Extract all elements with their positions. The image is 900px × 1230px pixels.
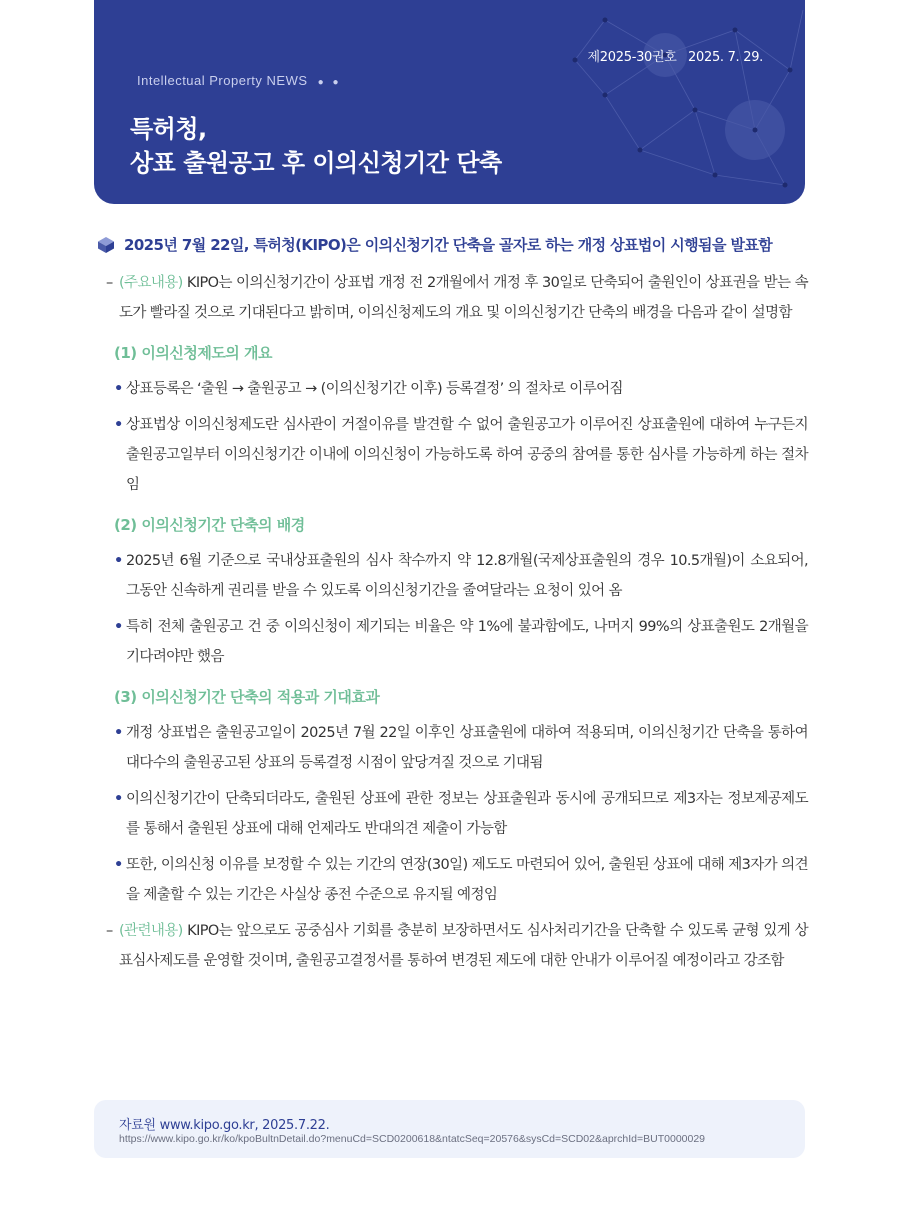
bullet-mark: • <box>114 553 123 569</box>
list-item <box>96 410 808 500</box>
summary-text: KIPO는 이의신청기간이 상표법 개정 전 2개월에서 개정 후 30일로 단축되어 출원인이 상표권을 받는 속도가 빨라질 것으로 기대된다고 밝히며, 이의신청제도의 개요 및 이의신청기간 단축의 배경을 다음과 같이 설명함 <box>119 275 808 321</box>
issue-number-date: 제2025-30권호 2025. 7. 29. <box>587 50 763 65</box>
related-paragraph <box>96 916 808 976</box>
list-item-text: 이의신청기간이 단축되더라도, 출원된 상표에 관한 정보는 상표출원과 동시에 공개되므로 제3자는 정보제공제도를 통해서 출원된 상표에 대해 언제라도 반대의견 제출이 가능함 <box>126 791 808 837</box>
header-banner <box>94 0 805 204</box>
list-item <box>96 612 808 672</box>
section-heading-3: (3) 이의신청기간 단축의 적용과 기대효과 <box>114 688 380 706</box>
list-item-text: 특히 전체 출원공고 건 중 이의신청이 제기되는 비율은 약 1%에 불과함에도, 나머지 99%의 상표출원도 2개월을 기다려야만 했음 <box>126 619 808 665</box>
lead-text: 2025년 7월 22일, 특허청(KIPO)은 이의신청기간 단축을 골자로 하는 개정 상표법이 시행됨을 발표함 <box>124 236 773 254</box>
list-item <box>96 718 808 778</box>
network-pattern-decoration <box>545 0 805 204</box>
title-line-2: 상표 출원공고 후 이의신청기간 단축 <box>130 149 502 177</box>
source-label: 자료원 www.kipo.go.kr, 2025.7.22. <box>119 1118 330 1133</box>
news-label-text: Intellectual Property NEWS <box>137 73 308 88</box>
list-item-text: 개정 상표법은 출원공고일이 2025년 7월 22일 이후인 상표출원에 대하여 적용되며, 이의신청기간 단축을 통하여 대다수의 출원공고된 상표의 등록결정 시점이 앞당겨질 것으로 기대됨 <box>126 725 808 771</box>
dash-mark: – <box>106 275 113 291</box>
list-item-text: 상표법상 이의신청제도란 심사관이 거절이유를 발견할 수 없어 출원공고가 이루어진 상표출원에 대하여 누구든지 출원공고일부터 이의신청기간 이내에 이의신청이 가능하도록 하여 공중의 참여를 통한 심사를 가능하게 하는 절차임 <box>126 417 808 493</box>
related-text: KIPO는 앞으로도 공중심사 기회를 충분히 보장하면서도 심사처리기간을 단축할 수 있도록 균형 있게 상표심사제도를 운영할 것이며, 출원공고결정서를 통하여 변경된 제도에 대한 안내가 이루어질 예정이라고 강조함 <box>119 923 808 969</box>
lead-summary <box>96 234 808 255</box>
news-label <box>137 73 342 88</box>
list-item <box>96 850 808 910</box>
bullet-mark: • <box>114 857 123 873</box>
diamond-icon <box>96 235 116 255</box>
bullet-mark: • <box>114 725 123 741</box>
section-heading-2: (2) 이의신청기간 단축의 배경 <box>114 516 305 534</box>
list-item-text: 상표등록은 ‘출원 → 출원공고 → (이의신청기간 이후) 등록결정’ 의 절차로 이루어짐 <box>126 381 623 397</box>
section-heading-1: (1) 이의신청제도의 개요 <box>114 344 273 362</box>
list-item <box>96 374 808 404</box>
bullet-mark: • <box>114 791 123 807</box>
bullet-mark: • <box>114 619 123 635</box>
dash-mark: – <box>106 923 113 939</box>
summary-paragraph <box>96 268 808 328</box>
news-dots-icon: ● ● <box>317 77 342 88</box>
related-tag: (관련내용) <box>119 923 183 939</box>
list-item-text: 2025년 6월 기준으로 국내상표출원의 심사 착수까지 약 12.8개월(국제상표출원의 경우 10.5개월)이 소요되어, 그동안 신속하게 권리를 받을 수 있도록 이의신청기간을 줄여달라는 요청이 있어 옴 <box>126 553 808 599</box>
article-body <box>96 268 808 976</box>
list-item <box>96 784 808 844</box>
source-box <box>94 1100 805 1158</box>
list-item <box>96 546 808 606</box>
bullet-mark: • <box>114 417 123 433</box>
title-line-1: 특허청, <box>130 115 207 143</box>
page-title <box>130 112 502 180</box>
list-item-text: 또한, 이의신청 이유를 보정할 수 있는 기간의 연장(30일) 제도도 마련되어 있어, 출원된 상표에 대해 제3자가 의견을 제출할 수 있는 기간은 사실상 종전 수준으로 유지될 예정임 <box>126 857 808 903</box>
bullet-mark: • <box>114 381 123 397</box>
source-url-link[interactable]: https://www.kipo.go.kr/ko/kpoBultnDetail.do?menuCd=SCD0200618&ntatcSeq=20576&sysCd=SCD02&aprchId=BUT0000029 <box>119 1133 706 1145</box>
summary-tag: (주요내용) <box>119 275 183 291</box>
